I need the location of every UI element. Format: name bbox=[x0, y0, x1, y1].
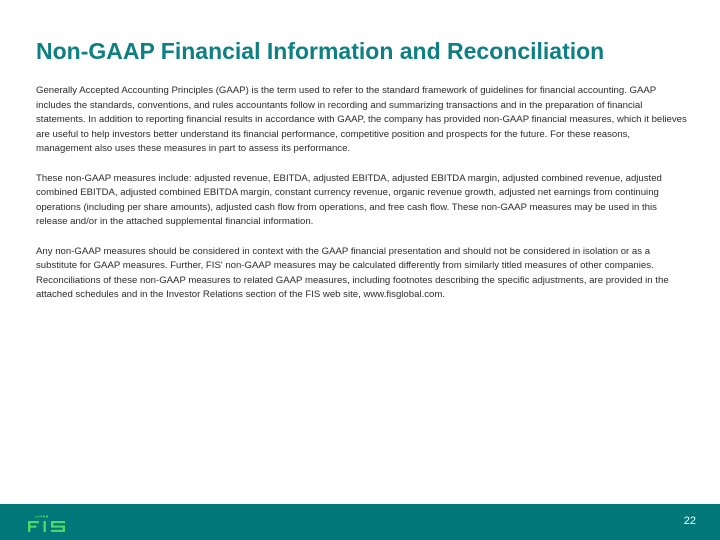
slide-title: Non-GAAP Financial Information and Reconciliation bbox=[36, 38, 605, 64]
fis-logo bbox=[27, 514, 77, 534]
paragraph-non-gaap-measures: These non-GAAP measures include: adjusted revenue, EBITDA, adjusted EBITDA, adjusted EBITDA margin, adjusted combined revenue, adjusted combined EBITDA, adjusted combined EBITDA margin, constant currency revenue, organic revenue growth, adjusted net earnings from continuing operations (including per share amounts), adjusted cash flow from operations, and free cash flow. These non-GAAP measures may be used in this release and/or in the attached supplemental financial information. bbox=[36, 172, 662, 227]
body-text bbox=[36, 84, 688, 318]
page-number: 22 bbox=[683, 515, 696, 527]
paragraph-gaap-definition: Generally Accepted Accounting Principles (GAAP) is the term used to refer to the standard framework of guidelines for financial accounting. GAAP includes the standards, conventions, and rules accountants follow in recording and summarizing transactions and in the preparation of financial statements. In addition to reporting financial results in accordance with GAAP, the company has provided non-GAAP financial measures, which it believes are useful to help investors better understand its financial performance, competitive position and prospects for the future. For these reasons, management also uses these measures in part to assess its performance. bbox=[36, 85, 687, 154]
footer-bar bbox=[0, 504, 720, 540]
paragraph-considerations: Any non-GAAP measures should be considered in context with the GAAP financial presentation and should not be considered in isolation or as a substitute for GAAP measures. Further, FIS' non-GAAP measures may be calculated differently from similarly titled measures of other companies. Reconciliations of these non-GAAP measures to related GAAP measures, including footnotes describing the specific adjustments, are provided in the attached schedules and in the Investor Relations section of the FIS web site, www.fisglobal.com. bbox=[36, 245, 669, 300]
